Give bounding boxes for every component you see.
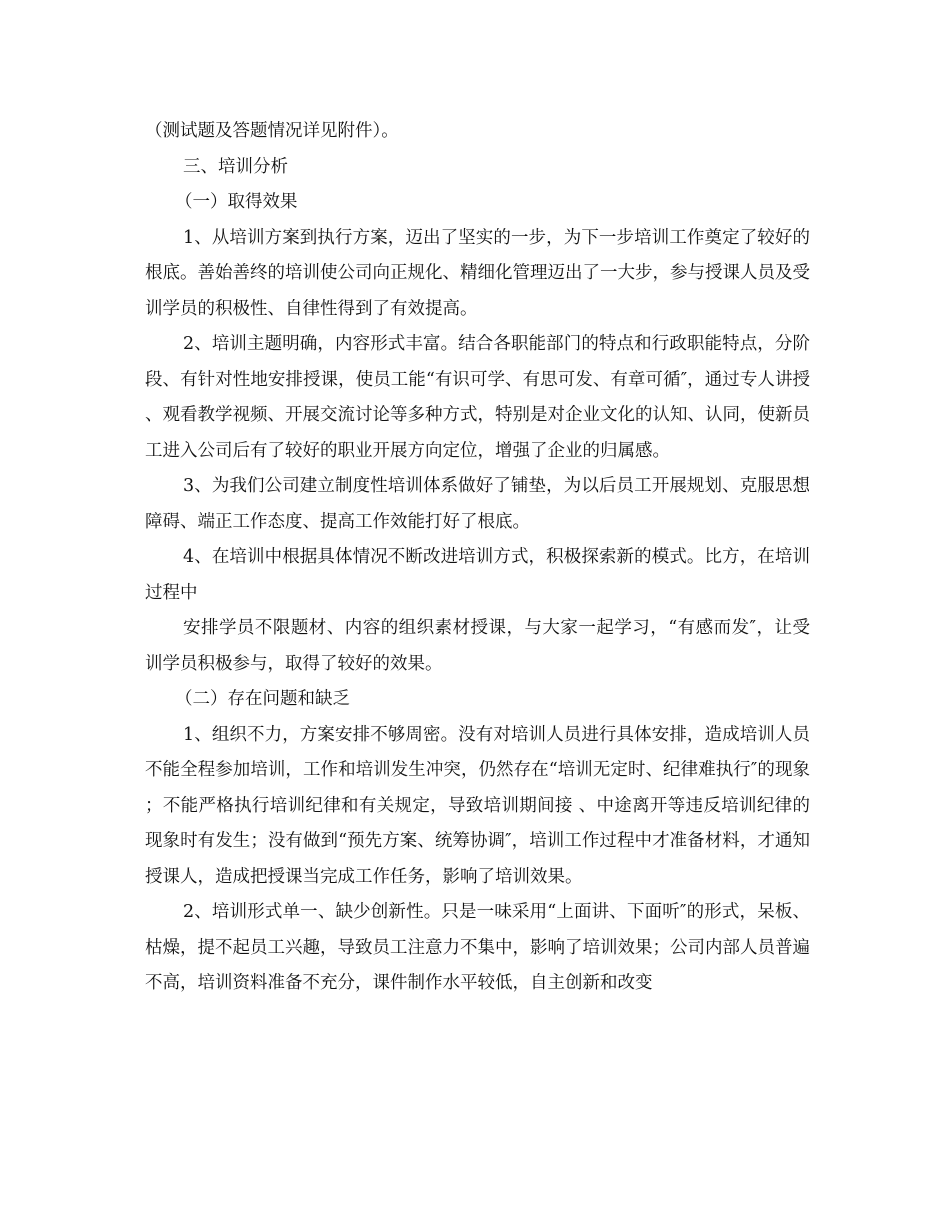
paragraph-result-2: 2、培训主题明确，内容形式丰富。结合各职能部门的特点和行政职能特点，分阶段、有针对性地安排授课，使员工能“有识可学、有思可发、有章可循″，通过专人讲授、观看教学视频、开展交流讨论等多种方式，特别是对企业文化的认知、认同，使新员工进入公司后有了较好的职业开展方向定位，增强了企业的归属感。: [145, 334, 810, 461]
paragraph-result-4: 4、在培训中根据具体情况不断改进培训方式，积极探索新的模式。比方，在培训过程中: [145, 547, 810, 603]
paragraph-problem-1: 1、组织不力，方案安排不够周密。没有对培训人员进行具体安排，造成培训人员不能全程参加培训，工作和培训发生冲突，仍然存在“培训无定时、纪律难执行″的现象；不能严格执行培训纪律和有关规定，导致培训期间接 、中途离开等违反培训纪律的现象时有发生；没有做到“预先方案、统筹协调″，培训工作过程中才准备材料，才通知授课人，造成把授课当完成工作任务，影响了培训效果。: [145, 724, 810, 887]
section-heading-training-analysis: 三、培训分析: [183, 156, 288, 177]
paragraph-result-1: 1、从培训方案到执行方案，迈出了坚实的一步，为下一步培训工作奠定了较好的根底。善始善终的培训使公司向正规化、精细化管理迈出了一大步，参与授课人员及受训学员的积极性、自律性得到了有效提高。: [145, 227, 810, 319]
paragraph-result-3: 3、为我们公司建立制度性培训体系做好了铺垫，为以后员工开展规划、克服思想障碍、端正工作态度、提高工作效能打好了根底。: [145, 476, 810, 532]
document-body: [145, 114, 810, 1002]
attachment-note: （测试题及答题情况详见附件）。: [145, 121, 399, 141]
subsection-heading-problems: （二）存在问题和缺乏: [175, 689, 350, 709]
paragraph-problem-2: 2、培训形式单一、缺少创新性。只是一味采用“上面讲、下面听″的形式，呆板、枯燥，提不起员工兴趣，导致员工注意力不集中，影响了培训效果；公司内部人员普遍不高，培训资料准备不充分，课件制作水平较低，自主创新和改变: [145, 902, 810, 993]
paragraph-result-4-continued: 安排学员不限题材、内容的组织素材授课，与大家一起学习，“有感而发″，让受训学员积极参与，取得了较好的效果。: [145, 618, 810, 674]
subsection-heading-results: （一）取得效果: [175, 192, 298, 212]
